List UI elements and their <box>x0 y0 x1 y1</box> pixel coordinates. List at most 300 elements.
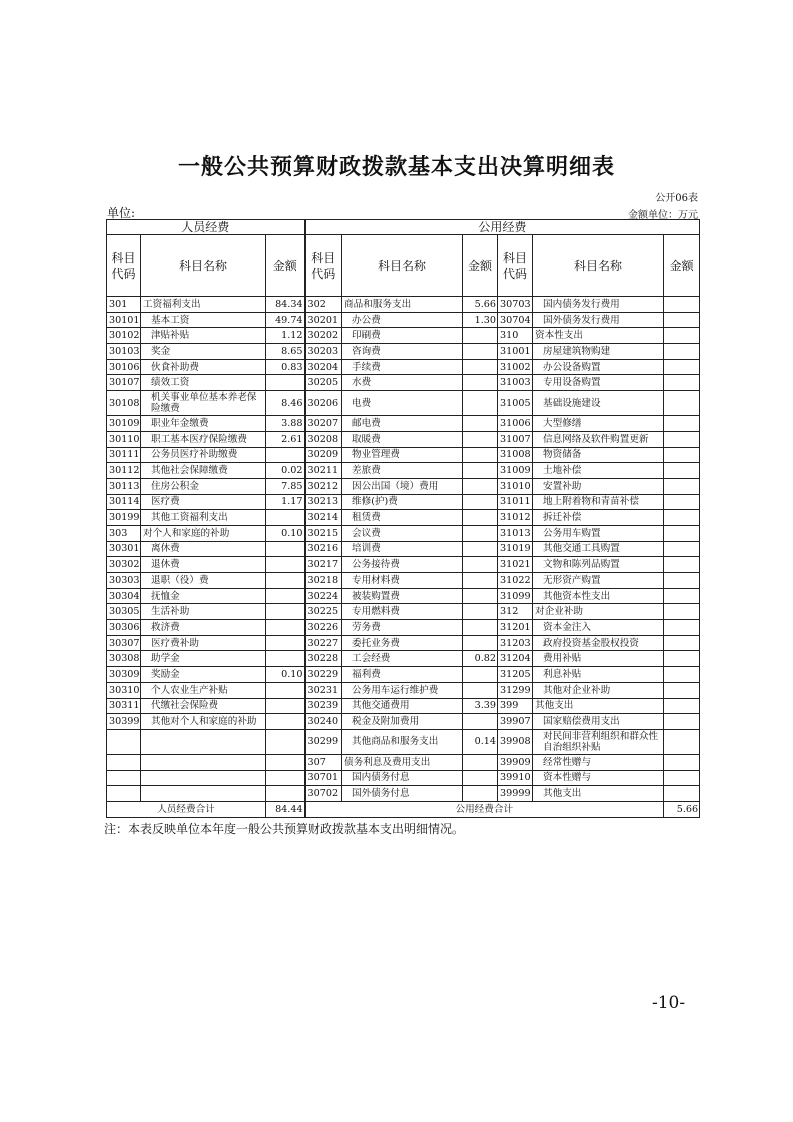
code-cell: 31021 <box>498 557 533 573</box>
name-cell: 劳务费 <box>342 620 463 636</box>
name-cell: 债务利息及费用支出 <box>342 754 463 770</box>
name-cell <box>141 729 266 754</box>
name-cell: 个人农业生产补贴 <box>141 682 266 698</box>
code-cell: 31002 <box>498 359 533 375</box>
name-cell: 资本金注入 <box>533 620 664 636</box>
amount-cell: 0.14 <box>463 729 498 754</box>
table-row <box>107 635 700 651</box>
code-cell: 30310 <box>107 682 141 698</box>
name-cell: 费用补贴 <box>533 651 664 667</box>
code-cell: 30311 <box>107 698 141 714</box>
name-cell: 其他支出 <box>533 786 664 802</box>
amount-cell <box>664 447 700 463</box>
code-cell: 30215 <box>305 525 342 541</box>
code-cell: 31001 <box>498 344 533 360</box>
col-header-amount: 金额 <box>266 235 305 297</box>
name-cell: 经常性赠与 <box>533 754 664 770</box>
money-unit-label: 金额单位：万元 <box>628 210 698 221</box>
code-cell: 310 <box>498 328 533 344</box>
table-row <box>107 510 700 526</box>
table-row <box>107 729 700 754</box>
name-cell: 代缴社会保险费 <box>141 698 266 714</box>
code-cell: 30114 <box>107 494 141 510</box>
amount-cell <box>266 573 305 589</box>
amount-cell: 0.83 <box>266 359 305 375</box>
table-row <box>107 463 700 479</box>
code-cell: 31013 <box>498 525 533 541</box>
amount-cell <box>664 667 700 683</box>
amount-cell <box>463 682 498 698</box>
amount-cell <box>266 604 305 620</box>
amount-cell <box>664 375 700 391</box>
table-row <box>107 297 700 313</box>
name-cell: 取暖费 <box>342 431 463 447</box>
amount-cell <box>463 667 498 683</box>
amount-cell <box>463 604 498 620</box>
code-cell: 39908 <box>498 729 533 754</box>
personnel-total-label: 人员经费合计 <box>107 801 266 817</box>
name-cell: 手续费 <box>342 359 463 375</box>
table-row <box>107 682 700 698</box>
code-cell: 30112 <box>107 463 141 479</box>
amount-cell <box>463 447 498 463</box>
code-cell: 30240 <box>305 714 342 730</box>
name-cell: 其他社会保障缴费 <box>141 463 266 479</box>
name-cell: 基本工资 <box>141 312 266 328</box>
amount-cell <box>664 651 700 667</box>
name-cell: 政府投资基金股权投资 <box>533 635 664 651</box>
code-cell: 30218 <box>305 573 342 589</box>
name-cell <box>141 754 266 770</box>
page-number: -10- <box>652 993 686 1013</box>
amount-cell <box>463 557 498 573</box>
table-row <box>107 714 700 730</box>
name-cell: 医疗费 <box>141 494 266 510</box>
name-cell: 税金及附加费用 <box>342 714 463 730</box>
code-cell: 30109 <box>107 416 141 432</box>
personnel-total-value: 84.44 <box>266 801 305 817</box>
amount-cell <box>463 431 498 447</box>
name-cell: 会议费 <box>342 525 463 541</box>
table-row <box>107 698 700 714</box>
code-cell: 30107 <box>107 375 141 391</box>
code-cell: 39907 <box>498 714 533 730</box>
amount-cell <box>664 588 700 604</box>
code-cell: 39999 <box>498 786 533 802</box>
table-row <box>107 786 700 802</box>
code-cell: 31007 <box>498 431 533 447</box>
amount-cell <box>463 416 498 432</box>
unit-label: 单位: <box>107 206 136 220</box>
table-row <box>107 651 700 667</box>
table-row <box>107 375 700 391</box>
name-cell <box>141 786 266 802</box>
code-cell: 30206 <box>305 391 342 416</box>
name-cell: 津贴补贴 <box>141 328 266 344</box>
col-header-code: 科目代码 <box>107 235 141 297</box>
col-header-amount: 金额 <box>664 235 700 297</box>
table-row <box>107 328 700 344</box>
code-cell: 30305 <box>107 604 141 620</box>
name-cell: 国外债务发行费用 <box>533 312 664 328</box>
name-cell: 电费 <box>342 391 463 416</box>
amount-cell <box>463 786 498 802</box>
code-cell: 31099 <box>498 588 533 604</box>
code-cell: 30228 <box>305 651 342 667</box>
amount-cell <box>664 463 700 479</box>
name-cell: 其他对个人和家庭的补助 <box>141 714 266 730</box>
amount-cell <box>463 328 498 344</box>
col-header-name: 科目名称 <box>342 235 463 297</box>
code-cell: 31010 <box>498 478 533 494</box>
code-cell: 30102 <box>107 328 141 344</box>
code-cell: 30304 <box>107 588 141 604</box>
name-cell: 基础设施建设 <box>533 391 664 416</box>
amount-cell <box>463 344 498 360</box>
amount-cell <box>463 635 498 651</box>
name-cell: 公务接待费 <box>342 557 463 573</box>
code-cell: 30203 <box>305 344 342 360</box>
name-cell: 办公费 <box>342 312 463 328</box>
name-cell: 工资福利支出 <box>141 297 266 313</box>
amount-cell: 0.10 <box>266 525 305 541</box>
personnel-group-header: 人员经费 <box>107 220 305 235</box>
code-cell: 30227 <box>305 635 342 651</box>
amount-cell <box>664 312 700 328</box>
amount-cell <box>664 604 700 620</box>
amount-cell <box>266 651 305 667</box>
amount-cell <box>266 447 305 463</box>
amount-cell: 0.82 <box>463 651 498 667</box>
col-header-name: 科目名称 <box>533 235 664 297</box>
amount-cell: 84.34 <box>266 297 305 313</box>
table-row <box>107 557 700 573</box>
table-row <box>107 359 700 375</box>
amount-cell <box>463 494 498 510</box>
name-cell: 退职（役）费 <box>141 573 266 589</box>
name-cell: 水费 <box>342 375 463 391</box>
name-cell: 信息网络及软件购置更新 <box>533 431 664 447</box>
name-cell: 办公设备购置 <box>533 359 664 375</box>
code-cell: 31008 <box>498 447 533 463</box>
name-cell: 土地补偿 <box>533 463 664 479</box>
col-header-name: 科目名称 <box>141 235 266 297</box>
code-cell: 30201 <box>305 312 342 328</box>
code-cell: 31203 <box>498 635 533 651</box>
name-cell: 专用材料费 <box>342 573 463 589</box>
public-total-value: 5.66 <box>664 801 700 817</box>
name-cell: 资本性支出 <box>533 328 664 344</box>
name-cell: 资本性赠与 <box>533 770 664 786</box>
name-cell: 其他交通工具购置 <box>533 541 664 557</box>
name-cell: 对个人和家庭的补助 <box>141 525 266 541</box>
code-cell: 31009 <box>498 463 533 479</box>
code-cell <box>107 786 141 802</box>
page-title: 一般公共预算财政拨款基本支出决算明细表 <box>177 154 615 180</box>
name-cell: 工会经费 <box>342 651 463 667</box>
table-row <box>107 667 700 683</box>
name-cell: 住房公积金 <box>141 478 266 494</box>
table-row <box>107 344 700 360</box>
name-cell: 医疗费补助 <box>141 635 266 651</box>
code-cell: 312 <box>498 604 533 620</box>
code-cell: 30111 <box>107 447 141 463</box>
amount-cell <box>664 344 700 360</box>
amount-cell <box>463 588 498 604</box>
code-cell: 30202 <box>305 328 342 344</box>
code-cell: 31005 <box>498 391 533 416</box>
code-cell: 30205 <box>305 375 342 391</box>
totals-row <box>107 801 700 817</box>
column-header-row <box>107 235 700 297</box>
code-cell: 30199 <box>107 510 141 526</box>
amount-cell <box>664 635 700 651</box>
amount-cell <box>664 541 700 557</box>
amount-cell: 7.85 <box>266 478 305 494</box>
code-cell: 30301 <box>107 541 141 557</box>
table-row <box>107 573 700 589</box>
amount-cell <box>463 754 498 770</box>
code-cell: 30225 <box>305 604 342 620</box>
name-cell: 抚恤金 <box>141 588 266 604</box>
amount-cell <box>664 525 700 541</box>
code-cell: 31012 <box>498 510 533 526</box>
amount-cell <box>664 620 700 636</box>
name-cell: 专用设备购置 <box>533 375 664 391</box>
name-cell: 国外债务付息 <box>342 786 463 802</box>
name-cell: 其他工资福利支出 <box>141 510 266 526</box>
name-cell: 公务用车运行维护费 <box>342 682 463 698</box>
footnote: 注：本表反映单位本年度一般公共预算财政拨款基本支出明细情况。 <box>104 822 465 836</box>
amount-cell <box>463 510 498 526</box>
code-cell: 31204 <box>498 651 533 667</box>
name-cell: 物业管理费 <box>342 447 463 463</box>
name-cell: 利息补贴 <box>533 667 664 683</box>
code-cell: 31205 <box>498 667 533 683</box>
amount-cell <box>463 478 498 494</box>
amount-cell <box>463 391 498 416</box>
code-cell: 30106 <box>107 359 141 375</box>
code-cell: 30113 <box>107 478 141 494</box>
name-cell: 其他资本性支出 <box>533 588 664 604</box>
code-cell: 30214 <box>305 510 342 526</box>
amount-cell <box>266 557 305 573</box>
code-cell: 30704 <box>498 312 533 328</box>
code-cell: 31299 <box>498 682 533 698</box>
public-group-header: 公用经费 <box>305 220 700 235</box>
name-cell: 差旅费 <box>342 463 463 479</box>
name-cell <box>141 770 266 786</box>
name-cell: 福利费 <box>342 667 463 683</box>
amount-cell <box>664 698 700 714</box>
name-cell: 其他对企业补助 <box>533 682 664 698</box>
name-cell: 职业年金缴费 <box>141 416 266 432</box>
amount-cell <box>266 682 305 698</box>
amount-cell <box>463 541 498 557</box>
code-cell: 30701 <box>305 770 342 786</box>
name-cell: 国内债务付息 <box>342 770 463 786</box>
amount-cell: 1.12 <box>266 328 305 344</box>
amount-cell: 0.02 <box>266 463 305 479</box>
code-cell: 302 <box>305 297 342 313</box>
name-cell: 大型修缮 <box>533 416 664 432</box>
amount-cell <box>664 786 700 802</box>
amount-cell <box>664 431 700 447</box>
code-cell: 30212 <box>305 478 342 494</box>
group-header-row <box>107 220 700 235</box>
code-cell <box>107 770 141 786</box>
amount-cell <box>664 573 700 589</box>
col-header-code: 科目代码 <box>498 235 533 297</box>
name-cell: 其他商品和服务支出 <box>342 729 463 754</box>
code-cell: 30239 <box>305 698 342 714</box>
name-cell: 印刷费 <box>342 328 463 344</box>
name-cell: 地上附着物和青苗补偿 <box>533 494 664 510</box>
amount-cell <box>266 588 305 604</box>
amount-cell <box>664 297 700 313</box>
name-cell: 救济费 <box>141 620 266 636</box>
code-cell: 31003 <box>498 375 533 391</box>
name-cell: 被装购置费 <box>342 588 463 604</box>
amount-cell <box>664 557 700 573</box>
code-cell: 31022 <box>498 573 533 589</box>
code-cell: 31006 <box>498 416 533 432</box>
table-row <box>107 604 700 620</box>
code-cell: 30703 <box>498 297 533 313</box>
code-cell: 39910 <box>498 770 533 786</box>
code-cell: 30208 <box>305 431 342 447</box>
table-row <box>107 447 700 463</box>
code-cell: 30103 <box>107 344 141 360</box>
amount-cell: 8.46 <box>266 391 305 416</box>
code-cell: 30204 <box>305 359 342 375</box>
table-row <box>107 541 700 557</box>
amount-cell: 1.17 <box>266 494 305 510</box>
code-cell <box>107 729 141 754</box>
code-cell: 30108 <box>107 391 141 416</box>
name-cell: 公务员医疗补助缴费 <box>141 447 266 463</box>
amount-cell <box>664 754 700 770</box>
code-cell: 30299 <box>305 729 342 754</box>
amount-cell <box>266 786 305 802</box>
name-cell: 离休费 <box>141 541 266 557</box>
table-row <box>107 494 700 510</box>
name-cell: 安置补助 <box>533 478 664 494</box>
code-cell: 30209 <box>305 447 342 463</box>
amount-cell <box>463 359 498 375</box>
code-cell: 30309 <box>107 667 141 683</box>
code-cell: 30231 <box>305 682 342 698</box>
amount-cell: 2.61 <box>266 431 305 447</box>
code-cell: 399 <box>498 698 533 714</box>
amount-cell: 0.10 <box>266 667 305 683</box>
amount-cell: 49.74 <box>266 312 305 328</box>
code-cell <box>107 754 141 770</box>
name-cell: 因公出国（境）费用 <box>342 478 463 494</box>
table-row <box>107 754 700 770</box>
amount-cell <box>664 729 700 754</box>
code-cell: 307 <box>305 754 342 770</box>
amount-cell <box>266 541 305 557</box>
form-number: 公开06表 <box>655 193 698 204</box>
amount-cell <box>266 510 305 526</box>
code-cell: 30211 <box>305 463 342 479</box>
code-cell: 30101 <box>107 312 141 328</box>
amount-cell <box>266 375 305 391</box>
table-row <box>107 391 700 416</box>
amount-cell: 3.88 <box>266 416 305 432</box>
name-cell: 国家赔偿费用支出 <box>533 714 664 730</box>
code-cell: 30399 <box>107 714 141 730</box>
name-cell: 奖金 <box>141 344 266 360</box>
amount-cell: 8.65 <box>266 344 305 360</box>
name-cell: 职工基本医疗保险缴费 <box>141 431 266 447</box>
table-row <box>107 770 700 786</box>
code-cell: 30303 <box>107 573 141 589</box>
amount-cell <box>266 729 305 754</box>
code-cell: 30110 <box>107 431 141 447</box>
name-cell: 绩效工资 <box>141 375 266 391</box>
name-cell: 伙食补助费 <box>141 359 266 375</box>
table-row <box>107 588 700 604</box>
amount-cell <box>664 328 700 344</box>
code-cell: 30702 <box>305 786 342 802</box>
name-cell: 拆迁补偿 <box>533 510 664 526</box>
code-cell: 30307 <box>107 635 141 651</box>
amount-cell <box>266 770 305 786</box>
code-cell: 30302 <box>107 557 141 573</box>
code-cell: 303 <box>107 525 141 541</box>
amount-cell <box>266 714 305 730</box>
code-cell: 30213 <box>305 494 342 510</box>
code-cell: 30308 <box>107 651 141 667</box>
col-header-amount: 金额 <box>463 235 498 297</box>
name-cell: 其他交通费用 <box>342 698 463 714</box>
name-cell: 物资储备 <box>533 447 664 463</box>
code-cell: 31011 <box>498 494 533 510</box>
code-cell: 30217 <box>305 557 342 573</box>
name-cell: 咨询费 <box>342 344 463 360</box>
table-row <box>107 525 700 541</box>
name-cell: 退休费 <box>141 557 266 573</box>
amount-cell <box>664 391 700 416</box>
amount-cell: 3.39 <box>463 698 498 714</box>
name-cell: 维修(护)费 <box>342 494 463 510</box>
code-cell: 30224 <box>305 588 342 604</box>
amount-cell <box>664 682 700 698</box>
amount-cell <box>664 359 700 375</box>
amount-cell <box>463 375 498 391</box>
code-cell: 30306 <box>107 620 141 636</box>
amount-cell <box>463 714 498 730</box>
code-cell: 30229 <box>305 667 342 683</box>
name-cell: 机关事业单位基本养老保险缴费 <box>141 391 266 416</box>
amount-cell <box>266 635 305 651</box>
amount-cell <box>664 494 700 510</box>
amount-cell <box>664 416 700 432</box>
name-cell: 邮电费 <box>342 416 463 432</box>
name-cell: 培训费 <box>342 541 463 557</box>
table-row <box>107 620 700 636</box>
amount-cell <box>463 770 498 786</box>
amount-cell <box>266 698 305 714</box>
amount-cell <box>463 463 498 479</box>
col-header-code: 科目代码 <box>305 235 342 297</box>
table-row <box>107 478 700 494</box>
name-cell: 对企业补助 <box>533 604 664 620</box>
code-cell: 31201 <box>498 620 533 636</box>
code-cell: 30216 <box>305 541 342 557</box>
